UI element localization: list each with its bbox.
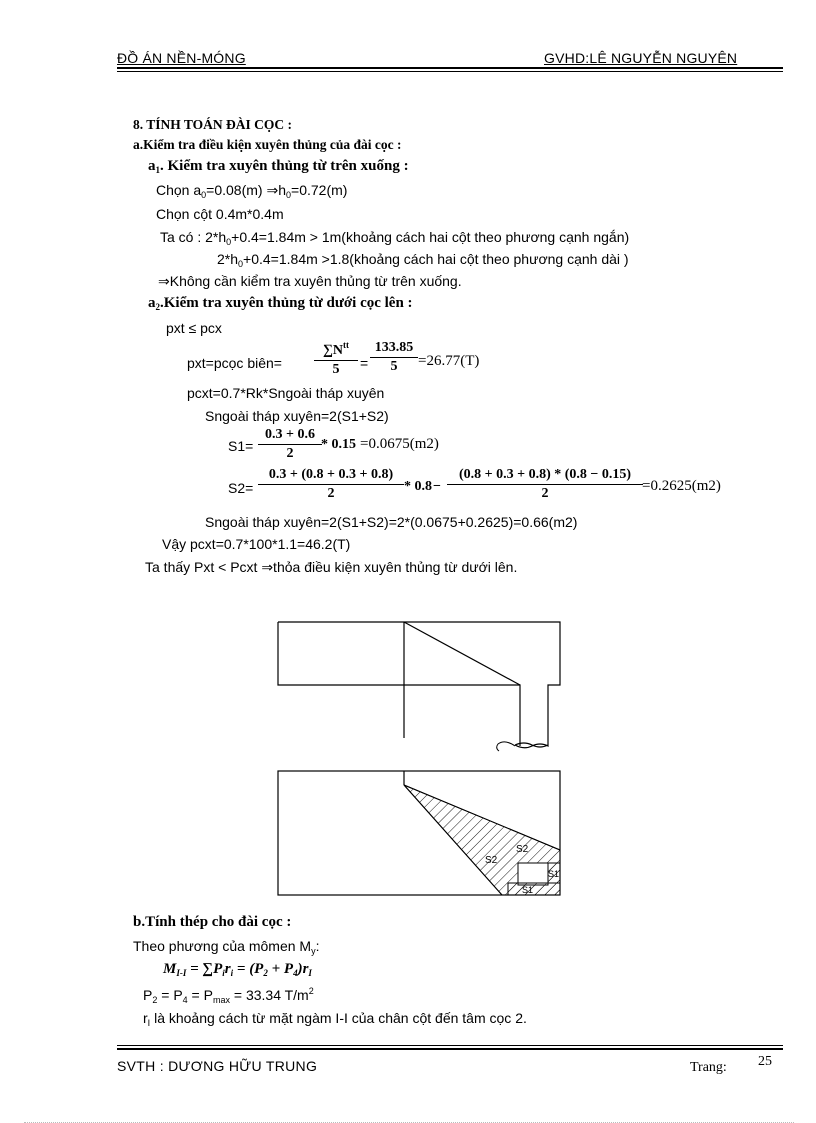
line-a0: Chọn $a_0=0.08(m)$ $\Rightarrow h_0=0.72(m)$: [156, 182, 348, 200]
label-s1-a: S1: [548, 869, 560, 879]
pxt-inequality: pxt ≤ pcx: [166, 320, 222, 336]
s1-lhs: S1=: [228, 438, 254, 454]
s2-rhs: =0.2625(m2): [642, 478, 721, 494]
section-b-title: b.Tính thép cho đài cọc :: [133, 914, 292, 930]
pile-cap-diagram: [270, 615, 570, 900]
punch-line-upper: [404, 622, 520, 685]
s1-mult: * 0.15: [321, 437, 356, 452]
subsection-a1-title: $a_1$. Kiểm tra xuyên thủng từ trên xuống :: [148, 158, 409, 175]
line-cot: Chọn cột 0.4m*0.4m: [156, 206, 284, 222]
pxt-eq-mid: =: [360, 355, 369, 371]
pxt-eq-rhs: =26.77(T): [418, 353, 480, 369]
sngoai-result: Sngoài tháp xuyên=2(S1+S2)=2*(0.0675+0.2625)=0.66(m2): [205, 514, 578, 530]
pxt-fraction-2: $\frac{133.85}{5}$: [370, 340, 418, 375]
s2-lhs: S2=: [228, 480, 254, 496]
s2-fraction-1: $\frac{0.3 + (0.8 + 0.3 + 0.8)}{2}$: [258, 467, 404, 502]
subsection-a-title: a.Kiểm tra điều kiện xuyên thủng của đài cọc :: [133, 137, 402, 152]
label-s1-b: S1: [522, 885, 534, 895]
conclusion-1: ⇒Không cần kiểm tra xuyên thủng từ trên xuống.: [158, 273, 462, 289]
header-rule-thick: [117, 67, 783, 69]
pile-square: [518, 863, 548, 885]
page-number: 25: [758, 1054, 772, 1069]
pcxt-line: pcxt=0.7*Rk*Sngoài tháp xuyên: [187, 385, 385, 401]
s1-fraction: $\frac{0.3 + 0.6}{2}$: [258, 427, 322, 462]
header-rule-thin: [117, 71, 783, 72]
line-taco-1: Ta có : $2*h_0+0.4=1.84m$ > 1m(khoảng cách hai cột theo phương cạnh ngắn): [160, 229, 630, 247]
subsection-a2-title: $a_2.Kiểm$ tra xuyên thủng từ dưới cọc lên :: [148, 295, 413, 312]
label-s2-b: S2: [516, 844, 529, 855]
r-definition-line: $r_I$ là khoảng cách từ mặt ngàm I-I của chân cột đến tâm cọc 2.: [143, 1010, 527, 1028]
s2-fraction-2: $\frac{(0.8 + 0.3 + 0.8) * (0.8 - 0.15)}{2}$: [447, 467, 643, 502]
pxt-fraction-1: $\sum N^{tt}$ 5: [314, 340, 358, 378]
footer-trang-label: Trang:: [690, 1060, 727, 1075]
moment-formula: $M_{I-I} = \sum P_ir_i = (P_2 + P_4)r_I$: [163, 961, 312, 978]
footer-rule-thick: [117, 1048, 783, 1050]
vay-line: Vậy pcxt=0.7*100*1.1=46.2(T): [162, 536, 351, 552]
section-title: 8. TÍNH TOÁN ĐÀI CỌC :: [133, 117, 293, 132]
s2-minus: −: [433, 479, 441, 494]
footer-rule-thin: [117, 1045, 783, 1046]
tathay-line: Ta thấy Pxt < Pcxt ⇒thỏa điều kiện xuyên thủng từ dưới lên.: [145, 559, 518, 575]
pxt-eq-lhs: pxt=pcọc biên=: [187, 355, 282, 371]
header-right: GVHD:LÊ NGUYỄN NGUYÊN: [544, 50, 738, 66]
upper-left-outline: [278, 622, 520, 746]
zone-s1-bottom: [508, 883, 560, 895]
sngoai-line: Sngoài tháp xuyên=2(S1+S2): [205, 408, 389, 424]
s1-rhs: =0.0675(m2): [360, 436, 439, 452]
p-values-line: $P_2 = P_4 = P_{max} = 33.34$ $T/m^2$: [143, 986, 314, 1005]
label-s2-a: S2: [485, 855, 498, 866]
s2-mult: * 0.8: [404, 479, 432, 494]
line-taco-2: $2*h_0+0.4=1.84m$ >1.8(khoảng cách hai cột theo phương cạnh dài ): [217, 251, 629, 269]
section-b-line1: Theo phương của mômen $M_y$:: [133, 938, 320, 956]
pile-break-curve: [497, 742, 515, 751]
header-left: ĐỒ ÁN NỀN-MÓNG: [117, 50, 246, 66]
footer-svth: SVTH : DƯƠNG HỮU TRUNG: [117, 1058, 318, 1074]
